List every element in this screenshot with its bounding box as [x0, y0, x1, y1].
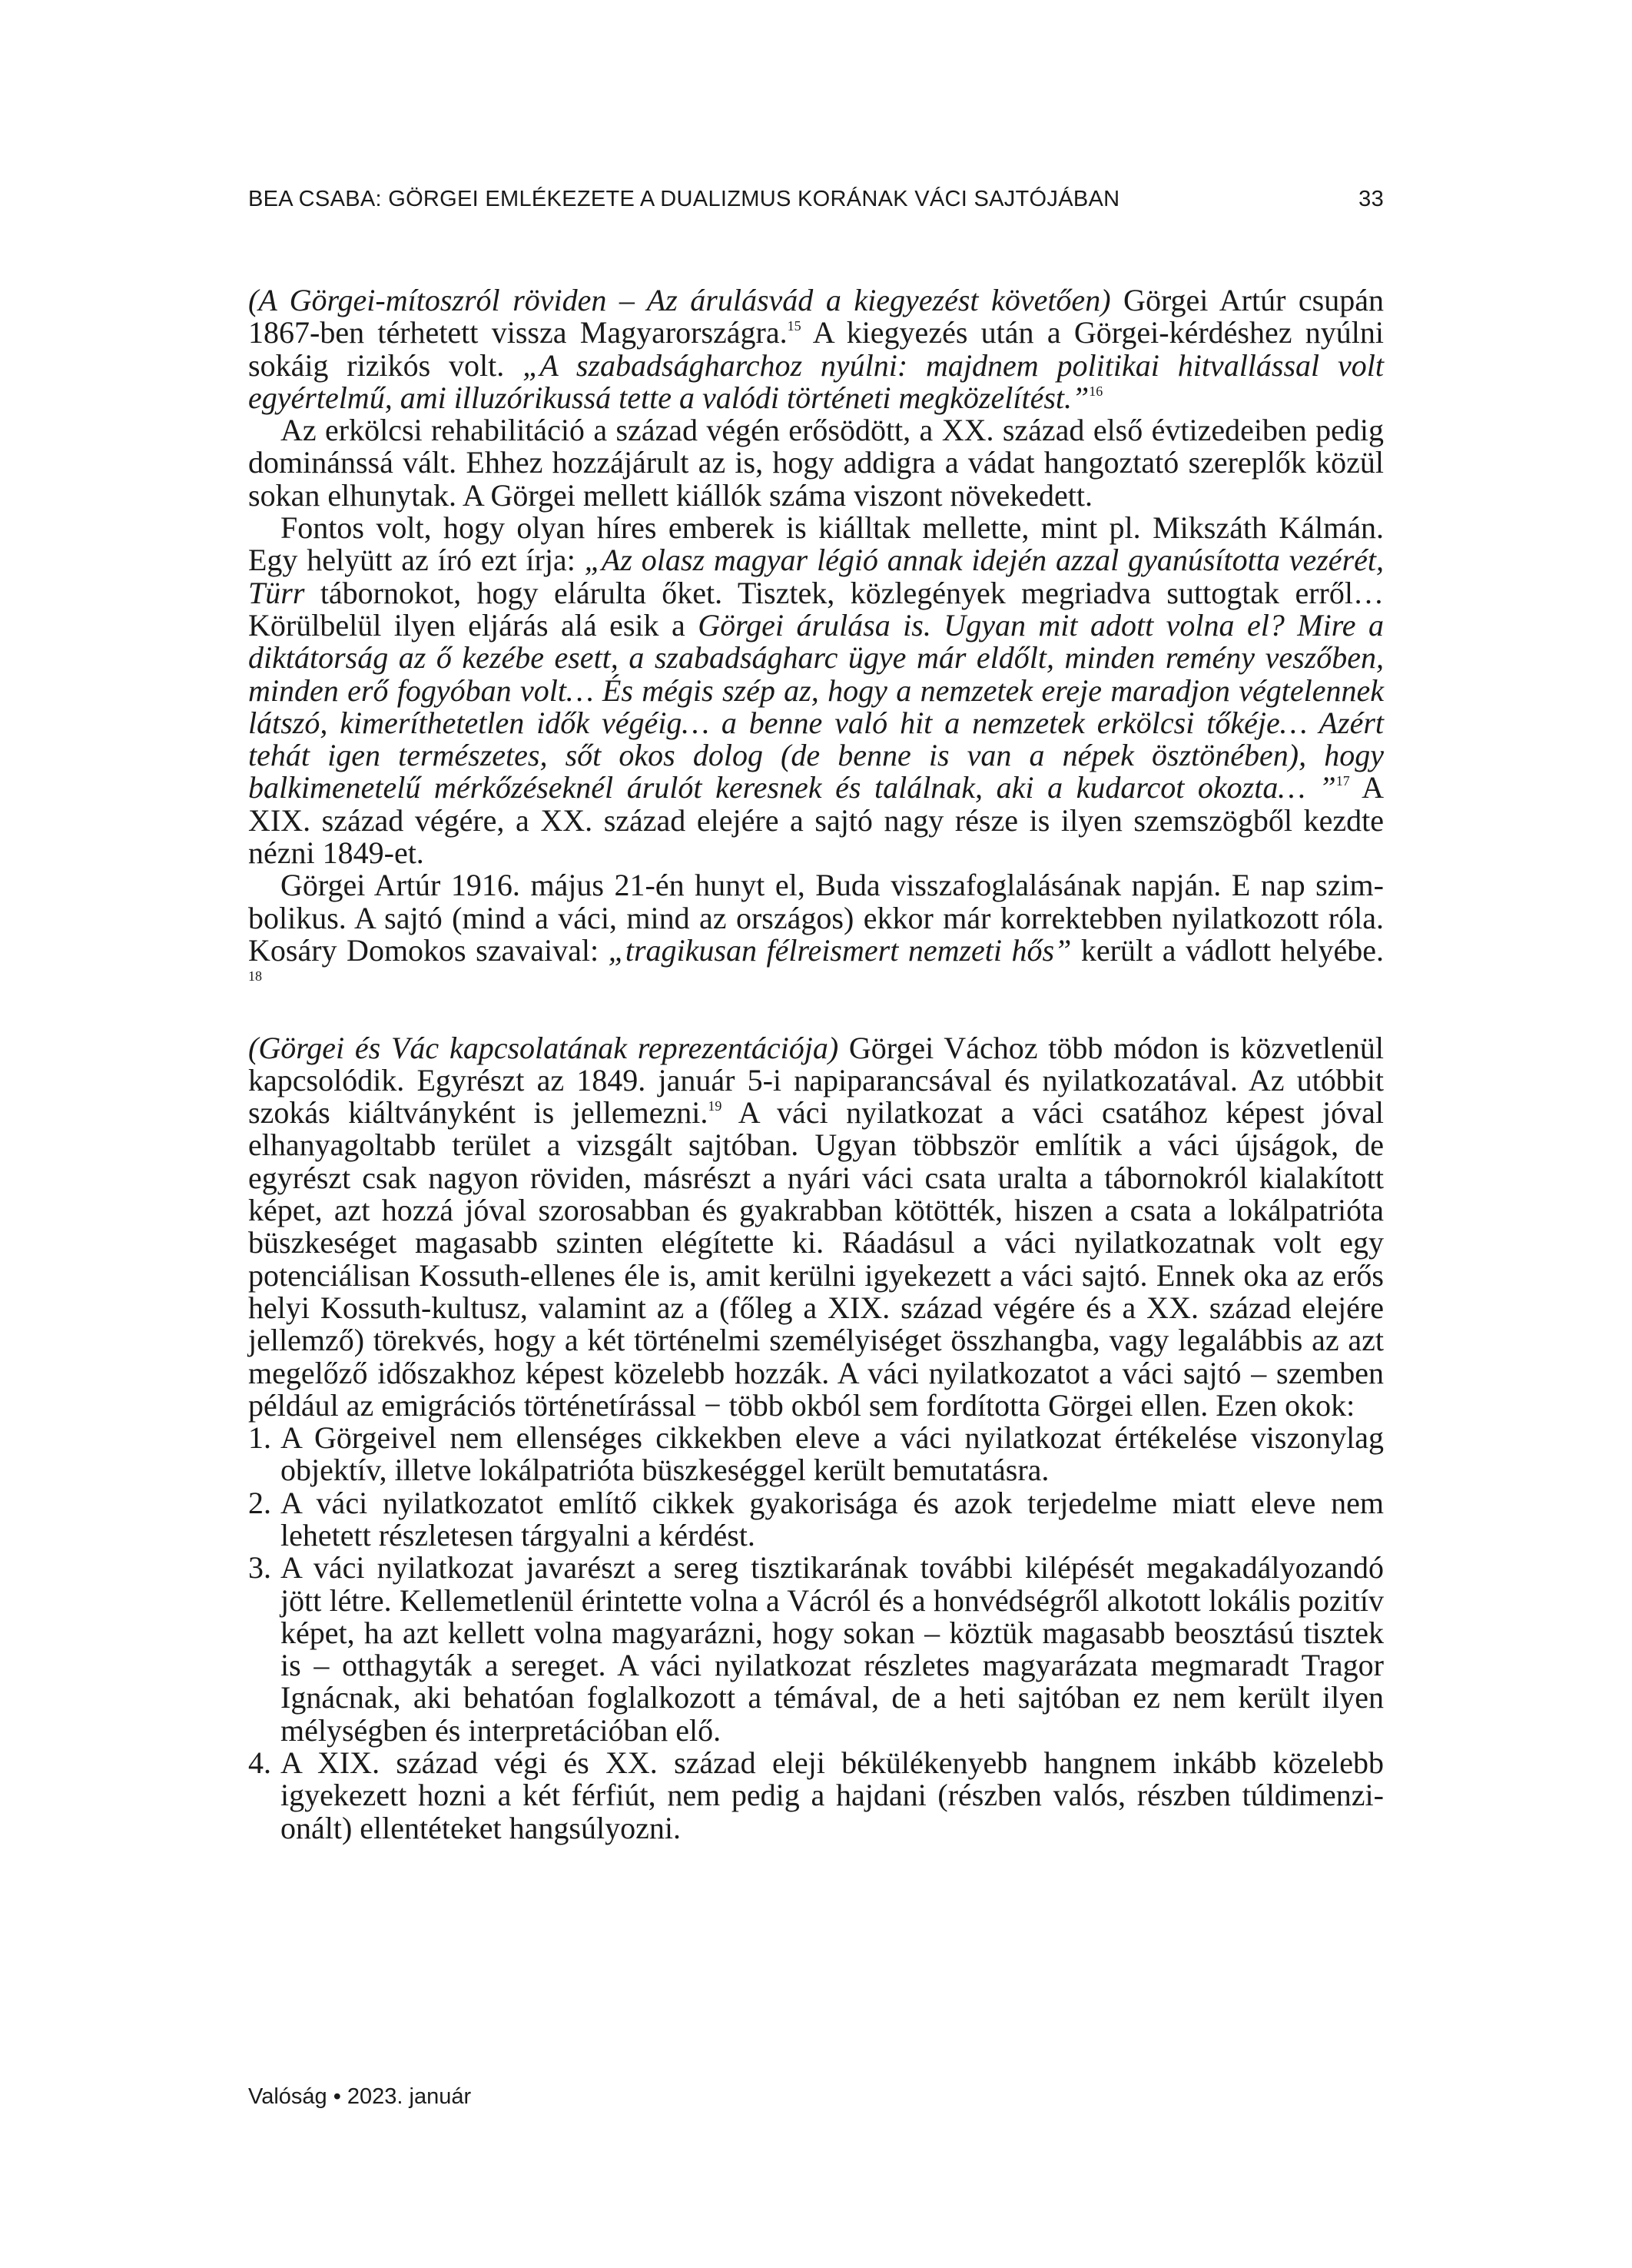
paragraph: Az erkölcsi rehabilitáció a század végén erősödött, a XX. század első évtizedeiben pedig dominánssá vált. Ehhez hozzájárult az is, hogy addigra a vádat hangoztató szereplők közül sokan elhunytak. A Görgei mellett kiállók száma viszont növekedett.: [248, 413, 1384, 513]
section-heading: (A Görgei-mítoszról röviden – Az árulásvád a kiegyezést követően): [248, 283, 1111, 317]
running-title: BEA CSABA: GÖRGEI EMLÉKEZETE A DUALIZMUS KORÁNAK VÁCI SAJTÓJÁBAN: [248, 187, 1120, 211]
page-number: 33: [1358, 187, 1384, 211]
publication-info: Valóság • 2023. január: [248, 2084, 472, 2109]
running-header: [248, 187, 1384, 212]
paragraph: (Görgei és Vác kapcsolatának reprezentációja) Görgei Váchoz több módon is közvetlenül kapcsolódik. Egyrészt az 1849. január 5-i napiparancsával és nyilatkozatával. Az utóbbit szokás kiáltványként is jellemezni.$^{19}$ A váci nyilatkozat a váci csatához képest jóval elhanyagoltabb terület a vizsgált sajtóban. Ugyan többször említik a váci újságok, de egyrészt csak nagyon röviden, másrészt a nyári váci csata uralta a tábornokról kialakított képet, azt hozzá jóval szorosabban és gyakrabban kötötték, hiszen a csata a lokálpatrióta büszkeséget magasabb szinten elégítette ki. Ráadásul a váci nyilatkozatnak volt egy potenciálisan Kossuth-ellenes éle is, amit kerülni igyekezett a váci sajtó. Ennek oka az erős helyi Kossuth-kultusz, valamint az a (főleg a XIX. század végére és a XX. század elejére jellemző) törekvés, hogy a két történelmi személyiséget összhangba, vagy legalábbis az azt megelőző időszakhoz képest közelebb hozzák. A váci nyilatkozatot a váci sajtó – szemben például az emigrációs történetírással − több okból sem fordította Görgei ellen. Ezen okok:: [248, 1030, 1384, 1423]
paragraph: Fontos volt, hogy olyan híres emberek is kiálltak mellette, mint pl. Mikszáth Kálmán. Egy helyütt az író ezt írja: „Az olasz magyar légió annak idején azzal gyanúsította vezérét, Türr tábornokot, hogy elárulta őket. Tisztek, közlegények megriadva suttogtak erről… Körülbelül ilyen eljárás alá esik a Görgei árulása is. Ugyan mit adott volna el? Mire a diktátorság az ő kezébe esett, a szabadságharc ügye már eldőlt, minden remény veszőben, minden erő fogyóban volt… És mégis szép az, hogy a nemzetek ereje maradjon végtelennek látszó, kimeríthetetlen idők végéig… a benne való hit a nemzetek erkölcsi tőkéje… Azért tehát igen természetes, sőt okos dolog (de benne is van a népek ösztönében), hogy balkimenetelű mérkőzéseknél árulót keresnek és találnak, aki a kudarcot okozta… ”$^{17}$ A XIX. század végére, a XX. század elejére a sajtó nagy része is ilyen szemszögből kezdte nézni 1849-et.: [248, 510, 1385, 871]
section-heading: (Görgei és Vác kapcsolatának reprezentációja): [248, 1030, 839, 1065]
footnote-ref[interactable]: 18: [248, 968, 262, 985]
list-item: 3. A váci nyilatkozat javarészt a sereg tisztikarának további kilépését megakadályozandó jött létre. Kellemetlenül érintette volna a Vácról és a honvédségről alkotott lokális pozitív képet, ha azt kellett volna magyarázni, hogy sokan – köztük magasabb beosztású tisztek is – otthagyták a sereget. A váci nyilatkozat részletes magyarázata megmaradt Tragor Ignácnak, aki behatóan foglalkozott a témával, de a heti sajtóban ez nem került ilyen mélységben és interpretációban elő.: [248, 1550, 1384, 1748]
list-item: 4. A XIX. század végi és XX. század eleji békülékenyebb hangnem inkább közelebb igyekezett hozni a két férfiút, nem pedig a hajdani (részben valós, részben túldimenzionált) ellentéteket hangsúlyozni.: [248, 1745, 1384, 1845]
list-item: 1. A Görgeivel nem ellenséges cikkekben eleve a váci nyilatkozat értékelése viszonylag objektív, illetve lokálpatrióta büszkeséggel került bemutatásra.: [248, 1420, 1384, 1488]
quote: „tragikusan félreismert nemzeti hős”: [608, 932, 1072, 968]
footnote-ref[interactable]: 17: [1335, 773, 1350, 789]
footnote-ref[interactable]: 19: [708, 1098, 722, 1114]
list-number: 1.: [248, 1420, 271, 1456]
list-number: 3.: [248, 1550, 271, 1586]
paragraph: (A Görgei-mítoszról röviden – Az árulásvád a kiegyezést követően) Görgei Artúr csupán 1867-ben térhetett vissza Magyarországra.$^{15}$ A kiegyezés után a Görgei-kérdéshez nyúlni sokáig rizikós volt. „A szabadságharchoz nyúlni: majdnem politikai hitvallással volt egyértelmű, ami illuzórikussá tette a valódi történeti megközelítést.”$^{16}$: [248, 283, 1385, 415]
quote: „A szabadságharchoz nyúlni: majdnem politikai hitvallással volt egyértelmű, ami illuzórikussá tette a valódi történeti megközelítést.”: [248, 347, 1384, 415]
footnote-ref[interactable]: 16: [1089, 383, 1103, 399]
reasons-list: [248, 1422, 1384, 1845]
article-body: [248, 284, 1384, 1845]
footnote-ref[interactable]: 15: [787, 318, 801, 334]
page-footer: [248, 2084, 471, 2110]
quote: „Az olasz magyar légió annak idején azzal gyanúsította vezérét, Türr: [248, 543, 1384, 610]
paragraph: Görgei Artúr 1916. május 21-én hunyt el, Buda visszafoglalásának napján. E nap szimbolikus. A sajtó (mind a váci, mind az országos) ekkor már korrektebben nyilatkozott róla. Kosáry Domokos szavaival: „tragikusan félreismert nemzeti hős” került a vádlott helyébe. $^{18}$: [248, 868, 1385, 985]
list-number: 2.: [248, 1485, 271, 1520]
quote: Görgei árulása is. Ugyan mit adott volna el? Mire a diktátorság az ő kezébe esett, a szabadságharc ügye már eldőlt, minden remény veszőben, minden erő fogyóban volt… És mégis szép az, hogy a nemzetek ereje maradjon végtelennek látszó, kimeríthetetlen idők végéig… a benne való hit a nemzetek erkölcsi tőkéje… Azért tehát igen természetes, sőt okos dolog (de benne is van a népek ösztönében), hogy balkimenetelű mérkőzéseknél árulót keresnek és találnak, aki a kudarcot okozta… ”: [248, 607, 1385, 805]
list-number: 4.: [248, 1745, 271, 1781]
list-item: 2. A váci nyilatkozatot említő cikkek gyakorisága és azok terjedelme miatt eleve nem lehetett részletesen tárgyalni a kérdést.: [248, 1485, 1384, 1552]
